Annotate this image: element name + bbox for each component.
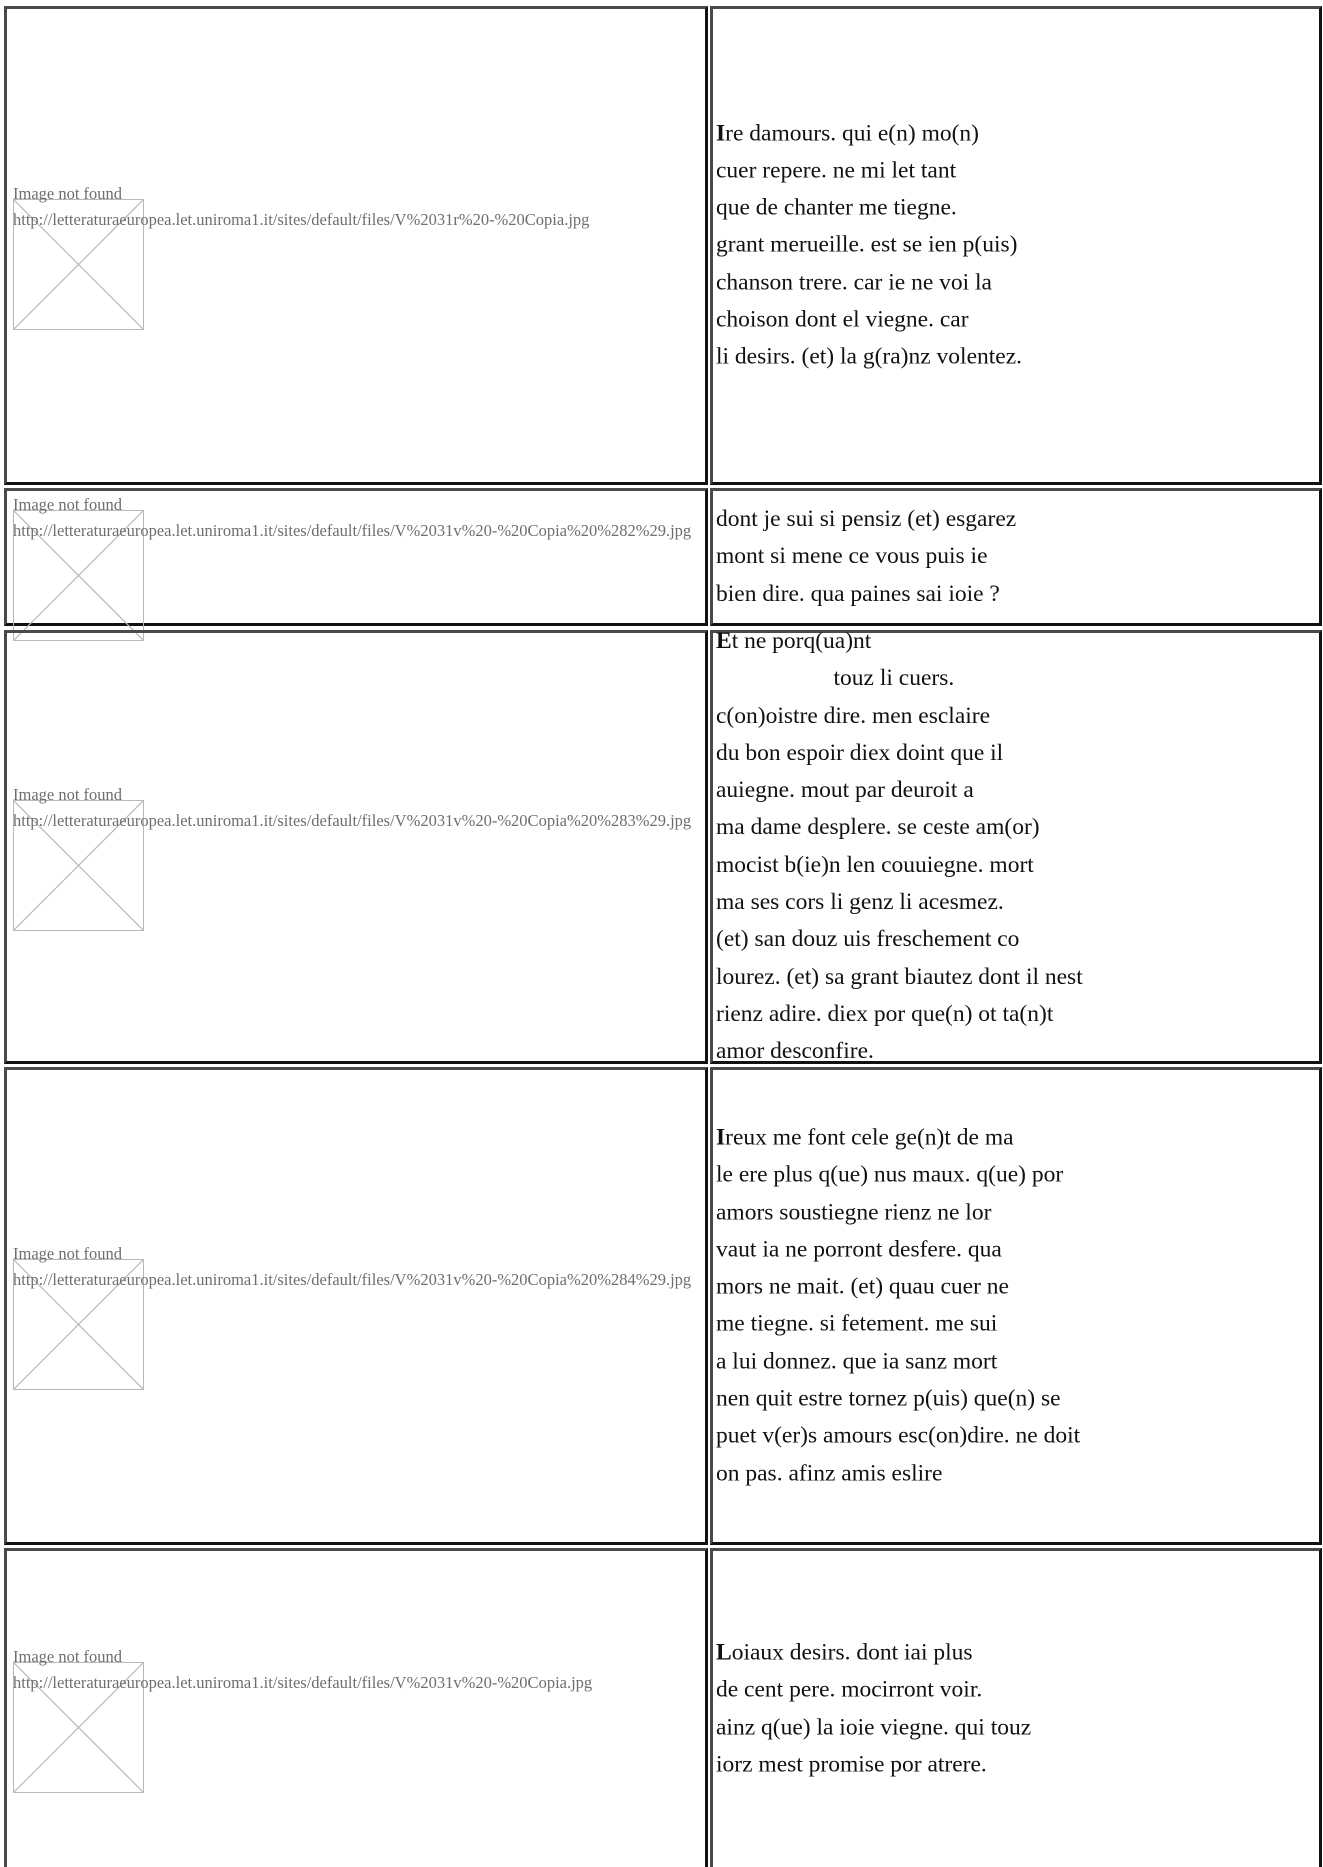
verse-line: mont si mene ce vous puis ie (716, 543, 988, 570)
verse-block (713, 623, 1322, 1071)
image-alt-text (13, 181, 589, 233)
manuscript-image-cell (4, 1548, 708, 1867)
transcription-cell (710, 1548, 1322, 1867)
verse-block (713, 501, 1322, 613)
verse-line: auiegne. mout par deuroit a (716, 777, 974, 804)
verse-line: choison dont el viegne. car (716, 306, 969, 333)
manuscript-image-cell (4, 488, 708, 626)
image-not-found-label: Image not found (13, 785, 123, 804)
image-not-found-label: Image not found (13, 1244, 123, 1263)
verse-line: Ire damours. qui e(n) mo(n) (716, 119, 980, 146)
image-alt-text (13, 492, 691, 544)
image-not-found-label: Image not found (13, 1647, 123, 1666)
verse-initial: I (716, 119, 726, 146)
verse-line: amor desconfire. (716, 1038, 874, 1065)
verse-line: Et ne porq(ua)nt (716, 628, 872, 655)
verse-block (713, 1634, 1322, 1783)
verse-line: chanson trere. car ie ne voi la (716, 269, 992, 296)
verse-line: nen quit estre tornez p(uis) que(n) se (716, 1385, 1061, 1412)
verse-line: ma ses cors li genz li acesmez. (716, 889, 1004, 916)
image-url: http://letteraturaeuropea.let.uniroma1.it/sites/default/files/V%2031v%20-%20Copia%20%282%29.jpg (13, 521, 692, 540)
verse-block (713, 115, 1322, 376)
verse-line: Loiaux desirs. dont iai plus (716, 1639, 973, 1666)
verse-line: grant merueille. est se ien p(uis) (716, 231, 1018, 258)
verse-line: touz li cuers. (716, 665, 955, 692)
verse-line: mors ne mait. (et) quau cuer ne (716, 1273, 1009, 1300)
image-url: http://letteraturaeuropea.let.uniroma1.it/sites/default/files/V%2031v%20-%20Copia%20%283%29.jpg (13, 811, 692, 830)
transcription-cell (710, 1067, 1322, 1545)
image-url: http://letteraturaeuropea.let.uniroma1.it/sites/default/files/V%2031v%20-%20Copia.jpg (13, 1673, 593, 1692)
verse-line: on pas. afinz amis eslire (716, 1460, 943, 1487)
verse-line: me tiegne. si fetement. me sui (716, 1311, 998, 1337)
verse-line: amors soustiegne rienz ne lor (716, 1199, 992, 1226)
verse-line: ma dame desplere. se ceste am(or) (716, 814, 1040, 841)
image-alt-text (13, 1644, 592, 1696)
verse-line: li desirs. (et) la g(ra)nz volentez. (716, 343, 1023, 370)
verse-block (713, 1120, 1322, 1493)
image-not-found-label: Image not found (13, 495, 123, 514)
verse-line: cuer repere. ne mi let tant (716, 157, 957, 184)
verse-line: de cent pere. mocirront voir. (716, 1676, 983, 1703)
transcription-cell (710, 488, 1322, 626)
verse-line: mocist b(ie)n len couuiegne. mort (716, 852, 1034, 878)
transcription-cell (710, 6, 1322, 485)
verse-line: Ireux me font cele ge(n)t de ma (716, 1124, 1014, 1151)
verse-line: du bon espoir diex doint que il (716, 740, 1004, 767)
verse-line: le ere plus q(ue) nus maux. q(ue) por (716, 1161, 1064, 1188)
verse-line: bien dire. qua paines sai ioie ? (716, 580, 1000, 607)
verse-line: iorz mest promise por atrere. (716, 1751, 987, 1778)
verse-line: vaut ia ne porront desfere. qua (716, 1236, 1002, 1263)
image-alt-text (13, 1241, 691, 1293)
image-url: http://letteraturaeuropea.let.uniroma1.it/sites/default/files/V%2031v%20-%20Copia%20%284%29.jpg (13, 1270, 692, 1289)
verse-initial: E (716, 628, 732, 655)
verse-line: a lui donnez. que ia sanz mort (716, 1348, 998, 1375)
verse-line: rienz adire. diex por que(n) ot ta(n)t (716, 1001, 1054, 1028)
manuscript-image-cell (4, 1067, 708, 1545)
verse-line: dont je sui si pensiz (et) esgarez (716, 506, 1017, 533)
verse-initial: L (716, 1639, 732, 1666)
transcription-cell (710, 630, 1322, 1064)
verse-line: lourez. (et) sa grant biautez dont il nest (716, 963, 1083, 990)
verse-line: ainz q(ue) la ioie viegne. qui touz (716, 1714, 1032, 1740)
verse-initial: I (716, 1124, 726, 1151)
verse-line: c(on)oistre dire. men esclaire (716, 702, 991, 729)
verse-line: (et) san douz uis freschement co (716, 926, 1020, 953)
verse-line: que de chanter me tiegne. (716, 194, 957, 221)
verse-line: puet v(er)s amours esc(on)dire. ne doit (716, 1422, 1081, 1449)
image-not-found-label: Image not found (13, 183, 123, 203)
image-alt-text (13, 782, 691, 834)
image-url: http://letteraturaeuropea.let.uniroma1.it/sites/default/files/V%2031r%20-%20Copia.jpg (13, 209, 590, 229)
manuscript-image-cell (4, 630, 708, 1064)
manuscript-image-cell (4, 6, 708, 485)
